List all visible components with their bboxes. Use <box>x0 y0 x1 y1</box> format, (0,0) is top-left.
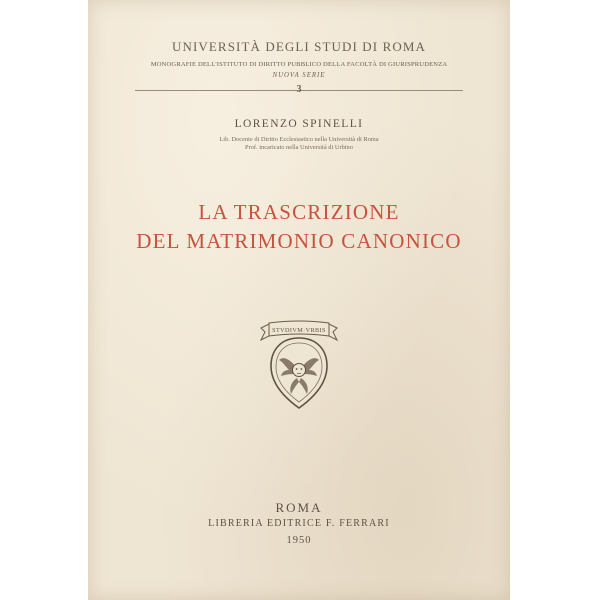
author-name: LORENZO SPINELLI <box>234 118 364 130</box>
book-title-line-2: DEL MATRIMONIO CANONICO <box>136 229 462 253</box>
imprint-place: ROMA <box>275 500 323 515</box>
author-affiliation-1: Lib. Docente di Diritto Ecclesiastico nella Università di Roma <box>219 136 379 143</box>
imprint-publisher: LIBRERIA EDITRICE F. FERRARI <box>208 518 390 529</box>
university-heading: UNIVERSITÀ DEGLI STUDI DI ROMA <box>172 39 426 54</box>
author-affiliation-2: Prof. incaricato nella Università di Urbino <box>245 144 353 151</box>
new-series-label: NUOVA SERIE <box>272 72 326 79</box>
university-seal-icon <box>259 318 339 410</box>
imprint-year: 1950 <box>286 535 312 546</box>
volume-number: 3 <box>296 84 302 95</box>
book-title-line-1: LA TRASCRIZIONE <box>198 200 400 224</box>
book-cover <box>88 0 510 600</box>
series-title: MONOGRAFIE DELL'ISTITUTO DI DIRITTO PUBBLICO DELLA FACOLTÀ DI GIURISPRUDENZA <box>150 61 448 68</box>
seal-motto: STVDIVM·VRBIS <box>272 327 326 334</box>
